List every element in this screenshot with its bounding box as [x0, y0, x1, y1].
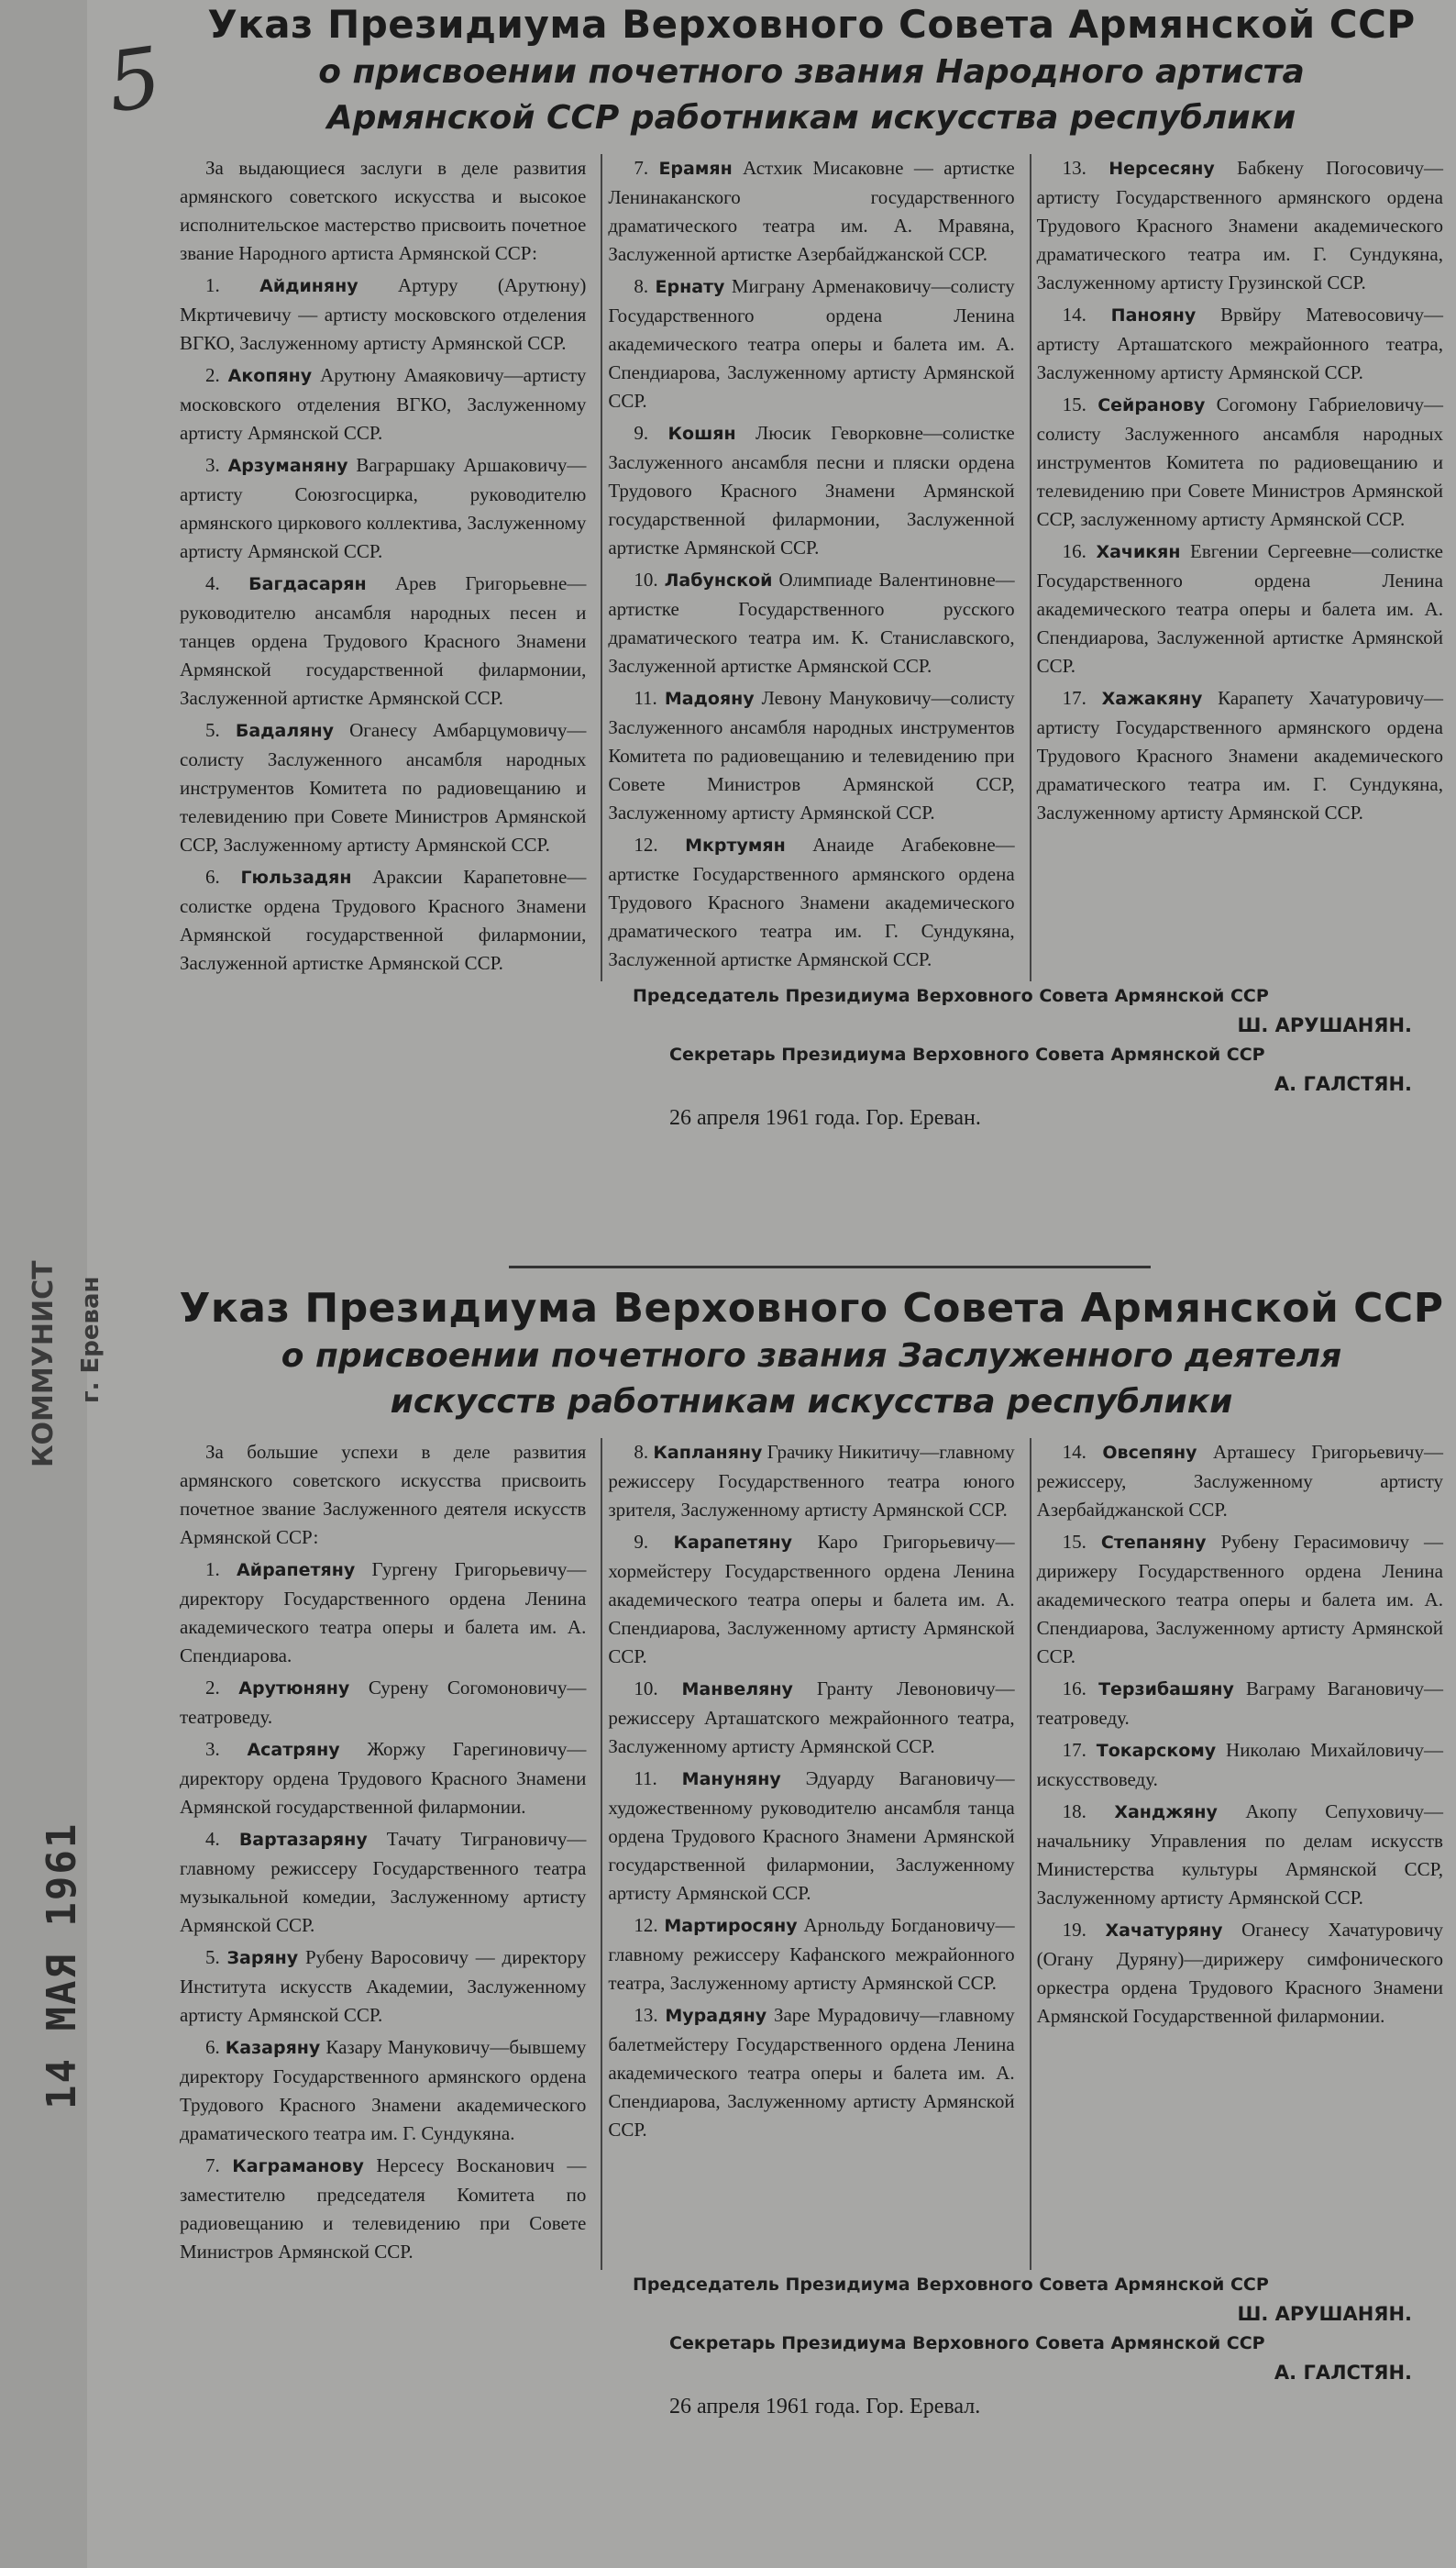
recipient-surname: Ернату — [655, 277, 725, 297]
item-number: 8. — [634, 275, 649, 297]
handwritten-page-number: 5 — [101, 28, 168, 132]
decree-honored-art-worker — [174, 1284, 1449, 2419]
signature-block — [633, 2270, 1449, 2387]
recipient-details: Согомону Габриеловичу—солисту Заслуженного ансамбля народных инструментов Комитета по радиовещанию и телевидению при Совете Министров Армянской ССР, заслуженному артисту Армянской ССР. — [1036, 393, 1443, 530]
recipient-surname: Лабунской — [664, 570, 773, 591]
award-item — [1037, 391, 1443, 534]
award-item — [180, 2033, 586, 2148]
recipient-details: Бабкену Погосовичу—артисту Государственного армянского ордена Трудового Красного Знамени академического драматического театра им. Г. Сундукяна, Заслуженному артисту Грузинской ССР. — [1036, 157, 1443, 293]
decree-intro: За выдающиеся заслуги в деле развития армянского советского искусства и высокое исполнительское мастерство присвоить почетное звание Народного артиста Армянской ССР: — [180, 157, 587, 264]
recipient-surname: Заряну — [226, 1948, 299, 1968]
award-item — [180, 1735, 586, 1821]
chairman-name: Ш. АРУШАНЯН. — [1237, 1014, 1412, 1036]
archive-date-stamp: 14 МАЯ 1961 — [39, 1821, 85, 2109]
decree-date: 26 апреля 1961 года. Гор. Ереван. — [669, 1106, 981, 1130]
recipient-details: Оганесу Амбарцумовичу—солисту Заслуженного ансамбля народных инструментов Комитета по радиовещанию и телевидению при Совете Министров Армянской ССР, Заслуженному артисту Армянской ССР. — [180, 719, 587, 856]
item-number: 16. — [1062, 1677, 1086, 1699]
item-number: 3. — [205, 454, 220, 476]
recipient-surname: Мкртумян — [685, 836, 786, 856]
signature-block — [633, 981, 1449, 1099]
recipient-surname: Мартиросяну — [664, 1916, 798, 1936]
item-number: 5. — [205, 1946, 220, 1968]
recipient-details: Артуру (Арутюну) Мкртичевичу — артисту московского отделения ВГКО, Заслуженному артисту Армянской ССР. — [180, 274, 587, 354]
secretary-name: А. ГАЛСТЯН. — [1274, 1073, 1412, 1095]
item-number: 17. — [1062, 1739, 1086, 1761]
recipient-details: Заре Мурадовичу—главному балетмейстеру Государственного ордена Ленина академического театра оперы и балета им. А. Спендиарова, Заслуженному артисту Армянской ССР. — [608, 2004, 1015, 2141]
award-item — [608, 2001, 1014, 2144]
recipient-details: Арнольду Богдановичу—главному режиссеру Кафанского межрайонного театра, Заслуженному артисту Армянской ССР. — [608, 1914, 1015, 1994]
item-number: 3. — [205, 1738, 220, 1760]
item-number: 2. — [205, 364, 220, 386]
recipient-surname: Каграманову — [232, 2156, 364, 2176]
item-number: 9. — [634, 1531, 649, 1553]
recipient-details: Казару Мануковичу—бывшему директору Государственного армянского ордена Трудового Красного Знамени академического драматического театра им. Г. Сундукяна. — [180, 2036, 587, 2144]
award-item — [608, 684, 1014, 827]
recipient-details: Жоржу Гарегиновичу—директору ордена Трудового Красного Знамени Армянской государственной филармонии. — [180, 1738, 587, 1818]
decree-columns — [174, 154, 1449, 981]
secretary-name: А. ГАЛСТЯН. — [1274, 2362, 1412, 2384]
decree-subtitle-line-2: искусств работникам искусства республики — [390, 1383, 1233, 1421]
award-item — [180, 271, 586, 358]
recipient-details: Рубену Герасимовичу — дирижеру Государственного ордена Ленина академического театра оперы и балета им. А. Спендиарова, Заслуженному артисту Армянской ССР. — [1036, 1531, 1443, 1667]
item-number: 7. — [634, 157, 649, 179]
recipient-details: Анаиде Агабековне—артистке Государственного армянского ордена Трудового Красного Знамени академического драматического театра им. Г. Сундукяна, Заслуженной артистке Армянской ССР. — [608, 834, 1015, 970]
decree-title: Указ Президиума Верховного Совета Армянской ССР — [179, 1285, 1444, 1332]
item-number: 12. — [634, 834, 658, 856]
chairman-name: Ш. АРУШАНЯН. — [1237, 2303, 1412, 2325]
recipient-surname: Манвеляну — [681, 1679, 793, 1699]
text-column-3 — [1030, 1438, 1449, 2270]
chairman-title: Председатель Президиума Верховного Совета Армянской ССР — [633, 2275, 1269, 2295]
item-number: 1. — [205, 1558, 220, 1580]
recipient-surname: Асатряну — [247, 1740, 340, 1760]
item-number: 17. — [1062, 687, 1086, 709]
award-item — [608, 1438, 1014, 1524]
recipient-surname: Кошян — [667, 424, 736, 444]
secretary-title: Секретарь Президиума Верховного Совета Армянской ССР — [669, 2333, 1265, 2353]
newspaper-city-stamp: г. Ереван — [77, 1276, 105, 1403]
decree-intro: За большие успехи в деле развития армянского советского искусства присвоить почетное звание Заслуженного деятеля искусств Армянской ССР: — [180, 1441, 587, 1548]
award-item — [608, 566, 1014, 681]
recipient-surname: Казаряну — [225, 2038, 321, 2058]
text-column-2 — [601, 154, 1020, 981]
recipient-details: Акопу Сепуховичу—начальнику Управления по делам искусств Министерства культуры Армянской ССР, Заслуженному артисту Армянской ССР. — [1036, 1800, 1444, 1909]
decree-subtitle-line-2: Армянской ССР работникам искусства республики — [326, 99, 1296, 137]
item-number: 15. — [1062, 1531, 1086, 1553]
recipient-details: Сурену Согомоновичу—театроведу. — [180, 1677, 587, 1728]
recipient-details: Рубену Варосовичу — директору Института искусств Академии, Заслуженному артисту Армянской ССР. — [180, 1946, 587, 2026]
decree-subtitle-line-1: о присвоении почетного звания Народного артиста — [318, 53, 1305, 91]
recipient-surname: Арзуманяну — [227, 456, 348, 476]
item-number: 10. — [634, 569, 658, 591]
secretary-title: Секретарь Президиума Верховного Совета Армянской ССР — [669, 1045, 1265, 1065]
recipient-surname: Гюльзадян — [240, 868, 352, 888]
item-number: 11. — [634, 687, 657, 709]
award-item — [608, 831, 1014, 974]
recipient-surname: Нерсесяну — [1109, 159, 1215, 179]
recipient-details: Николаю Михайловичу—искусствоведу. — [1036, 1739, 1443, 1790]
award-item — [1037, 301, 1443, 387]
award-item — [180, 570, 586, 713]
award-item — [1037, 1736, 1443, 1794]
item-number: 13. — [1062, 157, 1086, 179]
recipient-surname: Степаняну — [1100, 1533, 1207, 1553]
decree-subtitle — [174, 1334, 1449, 1425]
recipient-details: Гранту Левоновичу—режиссеру Арташатского межрайонного театра, Заслуженному артисту Армянской ССР. — [608, 1677, 1015, 1757]
award-item — [608, 419, 1014, 562]
recipient-surname: Ханджяну — [1114, 1802, 1218, 1822]
item-number: 4. — [205, 1828, 220, 1850]
recipient-surname: Сейранову — [1098, 395, 1206, 415]
recipient-details: Араксии Карапетовне—солистке ордена Трудового Красного Знамени Армянской государственной филармонии, Заслуженной артистке Армянской ССР. — [180, 866, 587, 974]
recipient-surname: Багдасарян — [248, 574, 367, 594]
recipient-surname: Мануняну — [681, 1769, 781, 1789]
item-number: 10. — [634, 1677, 658, 1699]
recipient-surname: Терзибашяну — [1098, 1679, 1234, 1699]
recipient-surname: Акопяну — [227, 366, 313, 386]
decree-subtitle — [174, 50, 1449, 141]
recipient-surname: Хажакяну — [1101, 689, 1203, 709]
award-item — [180, 1555, 586, 1670]
item-number: 19. — [1062, 1919, 1086, 1941]
recipient-details: Арутюну Амаяковичу—артисту московского отделения ВГКО, Заслуженному артисту Армянской ССР. — [180, 364, 587, 444]
recipient-details: Люсик Геворковне—солистке Заслуженного ансамбля песни и пляски ордена Трудового Красного Знамени Армянской государственной филармонии, Заслуженной артистке Армянской ССР. — [608, 422, 1015, 559]
item-number: 18. — [1062, 1800, 1086, 1822]
award-item — [1037, 684, 1443, 827]
decree-title: Указ Президиума Верховного Совета Армянской ССР — [207, 2, 1416, 47]
item-number: 12. — [634, 1914, 658, 1936]
chairman-title: Председатель Президиума Верховного Совета Армянской ССР — [633, 986, 1269, 1006]
recipient-details: Гургену Григорьевичу—директору Государственного ордена Ленина академического театра оперы и балета им. А. Спендиарова. — [180, 1558, 587, 1666]
award-item — [180, 1674, 586, 1732]
recipient-surname: Капланяну — [653, 1443, 763, 1463]
item-number: 1. — [205, 274, 220, 296]
newspaper-name-stamp: КОММУНИСТ — [28, 1260, 60, 1467]
award-item — [180, 2152, 586, 2266]
award-item — [180, 1825, 586, 1940]
item-number: 6. — [205, 866, 220, 888]
item-number: 15. — [1062, 393, 1086, 415]
item-number: 8. — [634, 1441, 649, 1463]
recipient-surname: Мурадяну — [665, 2006, 767, 2026]
award-item — [608, 154, 1014, 269]
recipient-surname: Мадояну — [664, 689, 755, 709]
recipient-details: Нерсесу Восканович — заместителю председателя Комитета по радиовещанию и телевидению при Совете Министров Армянской ССР. — [180, 2154, 587, 2263]
decree-columns — [174, 1438, 1449, 2270]
recipient-surname: Арутюняну — [238, 1678, 350, 1699]
recipient-details: Арев Григорьевне—руководителю ансамбля народных песен и танцев ордена Трудового Красного Знамени Армянской государственной филармонии, Заслуженной артистке Армянской ССР. — [180, 572, 587, 709]
recipient-surname: Карапетяну — [673, 1533, 793, 1553]
recipient-surname: Айдиняну — [259, 276, 358, 296]
recipient-details: Миграну Арменаковичу—солисту Государственного ордена Ленина академического театра оперы и балета им. А. Спендиарова, Заслуженному артисту Армянской ССР. — [608, 275, 1015, 412]
recipient-details: Грачику Никитичу—главному режиссеру Государственного театра юного зрителя, Заслуженному артисту Армянской ССР. — [608, 1441, 1015, 1521]
item-number: 11. — [634, 1767, 657, 1789]
award-item — [1037, 1916, 1443, 2031]
decree-date: 26 апреля 1961 года. Гор. Еревал. — [669, 2395, 981, 2419]
item-number: 6. — [205, 2036, 220, 2058]
decree-people-artist — [174, 0, 1449, 1131]
recipient-surname: Токарскому — [1096, 1741, 1217, 1761]
item-number: 7. — [205, 2154, 220, 2176]
recipient-details: Арташесу Григорьевичу—режиссеру, Заслуженному артисту Азербайджанской ССР. — [1036, 1441, 1443, 1521]
text-column-1 — [174, 154, 591, 981]
recipient-details: Каро Григорьевичу—хормейстеру Государственного ордена Ленина академического театра оперы и балета им. А. Спендиарова, Заслуженному артисту Армянской ССР. — [608, 1531, 1015, 1667]
recipient-details: Ваграму Вагановичу—театроведу. — [1036, 1677, 1443, 1729]
item-number: 16. — [1062, 540, 1086, 562]
recipient-details: Левону Мануковичу—солисту Заслуженного ансамбля народных инструментов Комитета по радиовещанию и телевидению при Совете Министров Армянской ССР, Заслуженному артисту Армянской ССР. — [608, 687, 1015, 824]
award-item — [1037, 537, 1443, 681]
award-item — [608, 1675, 1014, 1761]
item-number: 5. — [205, 719, 220, 741]
award-item — [1037, 1798, 1443, 1912]
award-item — [180, 451, 586, 566]
recipient-details: Астхик Мисаковне — артистке Ленинаканского государственного драматического театра им. А. Мравяна, Заслуженной артистке Азербайджанской ССР. — [608, 157, 1015, 265]
recipient-details: Тачату Тиграновичу—главному режиссеру Государственного театра музыкальной комедии, Заслуженному артисту Армянской ССР. — [180, 1828, 587, 1936]
item-number: 4. — [205, 572, 220, 594]
award-item — [180, 716, 586, 859]
recipient-surname: Айрапетяну — [237, 1560, 356, 1580]
award-item — [608, 272, 1014, 415]
award-item — [608, 1528, 1014, 1671]
section-divider — [509, 1266, 1151, 1268]
award-item — [1037, 1675, 1443, 1732]
recipient-surname: Хачикян — [1096, 542, 1181, 562]
award-item — [1037, 1438, 1443, 1524]
award-item — [1037, 154, 1443, 297]
text-column-3 — [1030, 154, 1449, 981]
recipient-surname: Овсепяну — [1102, 1443, 1197, 1463]
item-number: 14. — [1062, 1441, 1086, 1463]
item-number: 9. — [634, 422, 649, 444]
recipient-surname: Бадаляну — [235, 721, 334, 741]
recipient-surname: Хачатуряну — [1105, 1920, 1223, 1941]
award-item — [180, 863, 586, 978]
text-column-1 — [174, 1438, 591, 2270]
recipient-surname: Ерамян — [658, 159, 733, 179]
recipient-details: Оганесу Хачатуровичу (Огану Дуряну)—дирижеру симфонического оркестра ордена Трудового Красного Знамени Армянской Государственной филармонии. — [1036, 1919, 1444, 2027]
item-number: 13. — [634, 2004, 658, 2026]
item-number: 2. — [205, 1677, 220, 1699]
recipient-details: Врвйру Матевосовичу—артисту Арташатского межрайонного театра, Заслуженному артисту Армянской ССР. — [1036, 304, 1443, 383]
recipient-surname: Панояну — [1110, 305, 1197, 326]
decree-subtitle-line-1: о присвоении почетного звания Заслуженного деятеля — [281, 1337, 1342, 1375]
recipient-details: Олимпиаде Валентиновне—артистке Государственного русского драматического театра им. К. Станиславского, Заслуженной артистке Армянской ССР. — [608, 569, 1015, 677]
award-item — [180, 361, 586, 448]
text-column-2 — [601, 1438, 1020, 2270]
recipient-details: Карапету Хачатуровичу—артисту Государственного армянского ордена Трудового Красного Знамени академического драматического театра им. Г. Сундукяна, Заслуженному артисту Армянской ССР. — [1036, 687, 1443, 824]
recipient-details: Ваграршаку Аршаковичу—артисту Союзгосцирка, руководителю армянского циркового коллектива, Заслуженному артисту Армянской ССР. — [180, 454, 587, 562]
award-item — [608, 1765, 1014, 1908]
recipient-surname: Вартазаряну — [238, 1830, 368, 1850]
item-number: 14. — [1062, 304, 1086, 326]
award-item — [180, 1943, 586, 2030]
award-item — [608, 1911, 1014, 1998]
recipient-details: Евгении Сергеевне—солистке Государственного ордена Ленина академического театра оперы и балета им. А. Спендиарова, Заслуженной артистке Армянской ССР. — [1036, 540, 1443, 677]
recipient-details: Эдуарду Вагановичу—художественному руководителю ансамбля танца ордена Трудового Красного Знамени Армянской государственной филармонии, Заслуженному артисту Армянской ССР. — [608, 1767, 1015, 1904]
award-item — [1037, 1528, 1443, 1671]
